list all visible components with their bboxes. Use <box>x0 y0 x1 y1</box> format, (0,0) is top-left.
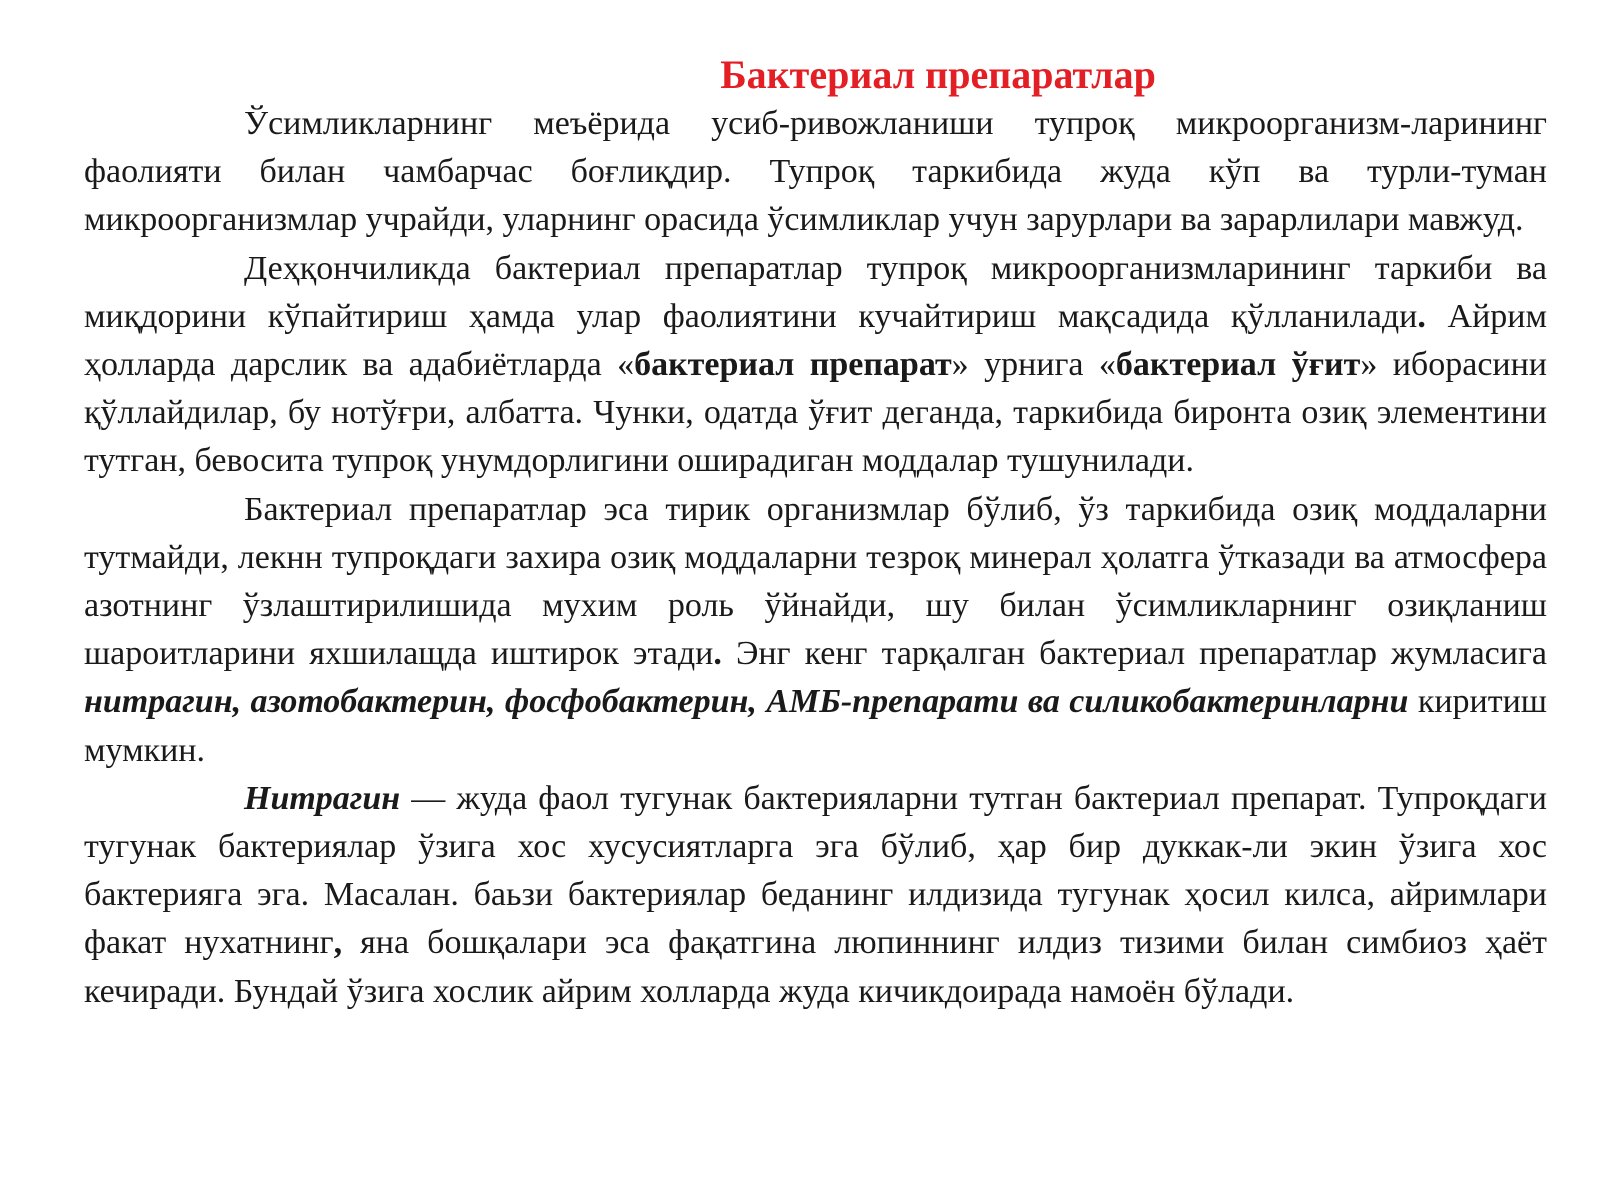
bold-term-bacterial-fertilizer: бактериал ўғит <box>1115 346 1361 384</box>
paragraph-2 <box>84 245 1547 486</box>
bold-punctuation: . <box>713 635 722 673</box>
paragraph-text: — жуда фаол тугунак бактерияларни тутган бактериал препарат. Тупроқдаги тугунак бактериялар ўзига хос хусусиятларга эга бўлиб, ҳар бир дуккак-ли экин ўзига хос бактерияга эга. Масалан. баьзи бактериялар беданинг илдизида тугунак ҳосил килса, айримлари факат нухатнинг <box>84 779 1547 962</box>
paragraph-text: Деҳқончиликда бактериал препаратлар тупроқ микроорганизмларининг таркиби ва миқдорини кўпайтириш ҳамда улар фаолиятини кучайтириш мақсадида қўлланилади <box>84 249 1547 335</box>
paragraph-text: Ўсимликларнинг меъёрида усиб-ривожланиши тупроқ микроорганизм-ларининг фаолияти билан чамбарчас боғлиқдир. Тупроқ таркибида жуда кўп ва турли-туман микроорганизмлар учрайди, уларнинг орасида ўсимликлар учун зарурлари ва зарарлилари мавжуд. <box>84 105 1547 239</box>
bold-italic-term-nitragin: Нитрагин <box>244 779 401 817</box>
paragraph-text: » урнига « <box>951 346 1116 384</box>
paragraph-text: Айрим ҳолларда дарслик ва адабиётларда « <box>84 297 1547 384</box>
bold-italic-preparation-list: нитрагин, азотобактерин, фосфобактерин, АМБ-препарати ва силикобактеринларни <box>84 683 1409 721</box>
bold-punctuation: . <box>1417 297 1426 335</box>
paragraph-text: » иборасини қўллайдилар, бу нотўғри, албатта. Чунки, одатда ўғит деганда, таркибида биронта озиқ элементини тутган, бевосита тупроқ унумдорлигини оширадиган моддалар тушунилади. <box>84 346 1547 480</box>
document-page <box>84 50 1547 1016</box>
paragraph-text: яна бошқалари эса фақатгина люпиннинг илдиз тизими билан симбиоз ҳаёт кечиради. Бундай ўзига хослик айрим холларда жуда кичикдоирада намоён бўлади. <box>84 924 1548 1010</box>
document-title: Бактериал препаратлар <box>720 52 1156 97</box>
paragraph-4 <box>84 775 1547 1016</box>
paragraph-text: Бактериал препаратлар эса тирик организмлар бўлиб, ўз таркибида озиқ моддаларни тутмайди, лекнн тупроқдаги захира озиқ моддаларни тезроқ минерал ҳолатга ўтказади ва атмосфера азотнинг ўзлаштирилишида мухим роль ўйнайди, шу билан ўсимликларнинг озиқланиш шароитларини яхшилащда иштирок этади <box>84 490 1547 673</box>
paragraph-3 <box>84 486 1547 775</box>
paragraph-text: киритиш мумкин. <box>84 683 1547 769</box>
paragraph-1 <box>84 100 1547 245</box>
paragraph-text: Энг кенг тарқалган бактериал препаратлар жумласига <box>721 635 1547 673</box>
bold-term-bacterial-preparation: бактериал препарат <box>634 346 952 384</box>
bold-punctuation: , <box>333 924 343 962</box>
